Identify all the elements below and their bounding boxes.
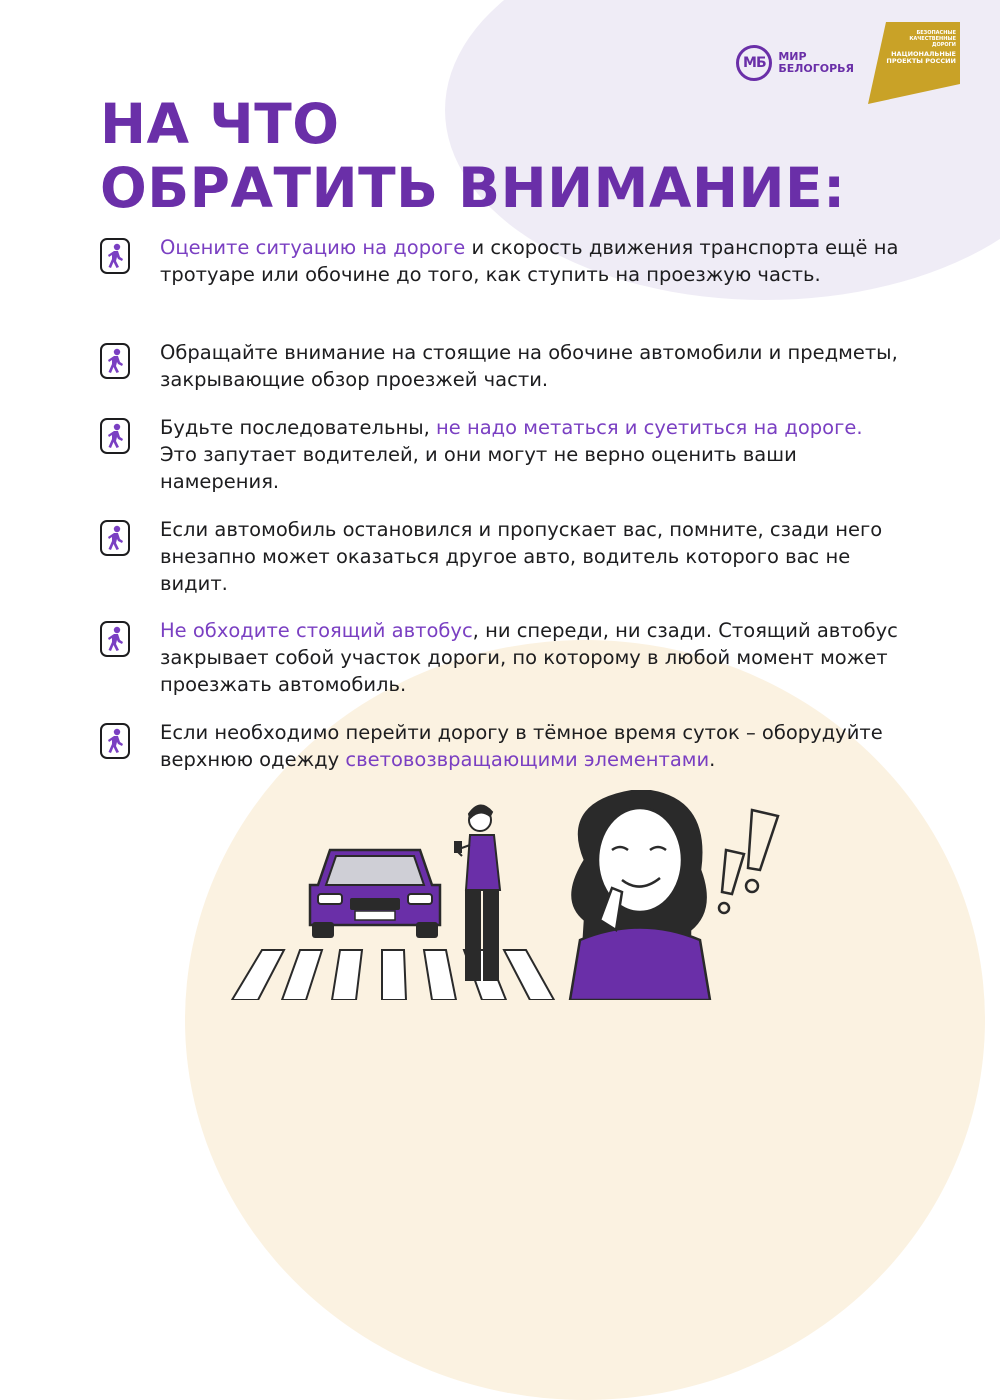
tip-text: Это запутает водителей, и они могут не верно оценить ваши намерения. <box>160 443 797 493</box>
page-title <box>100 92 846 220</box>
tip-item <box>100 414 900 495</box>
exclamation-marks <box>719 810 778 913</box>
tip-text: . <box>709 748 716 771</box>
tip-item <box>100 516 900 597</box>
tip-text: Если автомобиль остановился и пропускает вас, помните, сзади него внезапно может оказаться другое авто, водитель которого вас не видит. <box>160 518 883 595</box>
tip-item <box>100 339 900 393</box>
tip-text: Обращайте внимание на стоящие на обочине автомобили и предметы, закрывающие обзор проезжей части. <box>160 341 898 391</box>
mir-belogorya-logo <box>736 45 854 81</box>
tip-item <box>100 234 900 288</box>
tip-text-highlight: световозвращающими элементами <box>345 748 710 771</box>
illustration-scene <box>0 790 1000 1000</box>
pedestrian-icon <box>100 238 130 274</box>
mb-logo-line2: БЕЛОГОРЬЯ <box>778 62 854 75</box>
np-logo-subtitle: БЕЗОПАСНЫЕ КАЧЕСТВЕННЫЕ ДОРОГИ <box>909 30 956 48</box>
tip-text: Будьте последовательны, <box>160 416 437 439</box>
tip-text-highlight: не надо метаться и суетиться на дороге. <box>436 416 863 439</box>
tip-item <box>100 617 900 698</box>
pedestrian-icon <box>100 343 130 379</box>
title-line1: НА ЧТО <box>100 92 340 156</box>
pedestrian-icon <box>100 418 130 454</box>
tip-text-highlight: Оцените ситуацию на дороге <box>160 236 466 259</box>
man-with-phone-illustration <box>455 805 500 980</box>
car-illustration <box>310 850 440 938</box>
tip-item <box>100 719 900 773</box>
pedestrian-icon <box>100 723 130 759</box>
pedestrian-icon <box>100 520 130 556</box>
pedestrian-icon <box>100 621 130 657</box>
title-line2: ОБРАТИТЬ ВНИМАНИЕ: <box>100 156 846 220</box>
woman-illustration <box>570 790 710 1000</box>
mb-logo-mark: МБ <box>736 45 772 81</box>
np-logo-title: НАЦИОНАЛЬНЫЕ ПРОЕКТЫ РОССИИ <box>886 50 956 65</box>
tip-text: и скорость движения транспорта ещё на тротуаре или обочине до того, как ступить на проезжую часть. <box>160 236 899 286</box>
mb-logo-text <box>778 51 854 75</box>
tip-text: , ни спереди, ни сзади. Стоящий автобус закрывает собой участок дороги, по которому в любой момент может проезжать автомобиль. <box>160 619 898 696</box>
crosswalk <box>232 950 554 1000</box>
national-projects-logo <box>868 22 960 104</box>
tip-text-highlight: Не обходите стоящий автобус <box>160 619 473 642</box>
mb-logo-line1: МИР <box>778 50 807 63</box>
tip-text: Если необходимо перейти дорогу в тёмное время суток – оборудуйте верхнюю одежду <box>160 721 883 771</box>
